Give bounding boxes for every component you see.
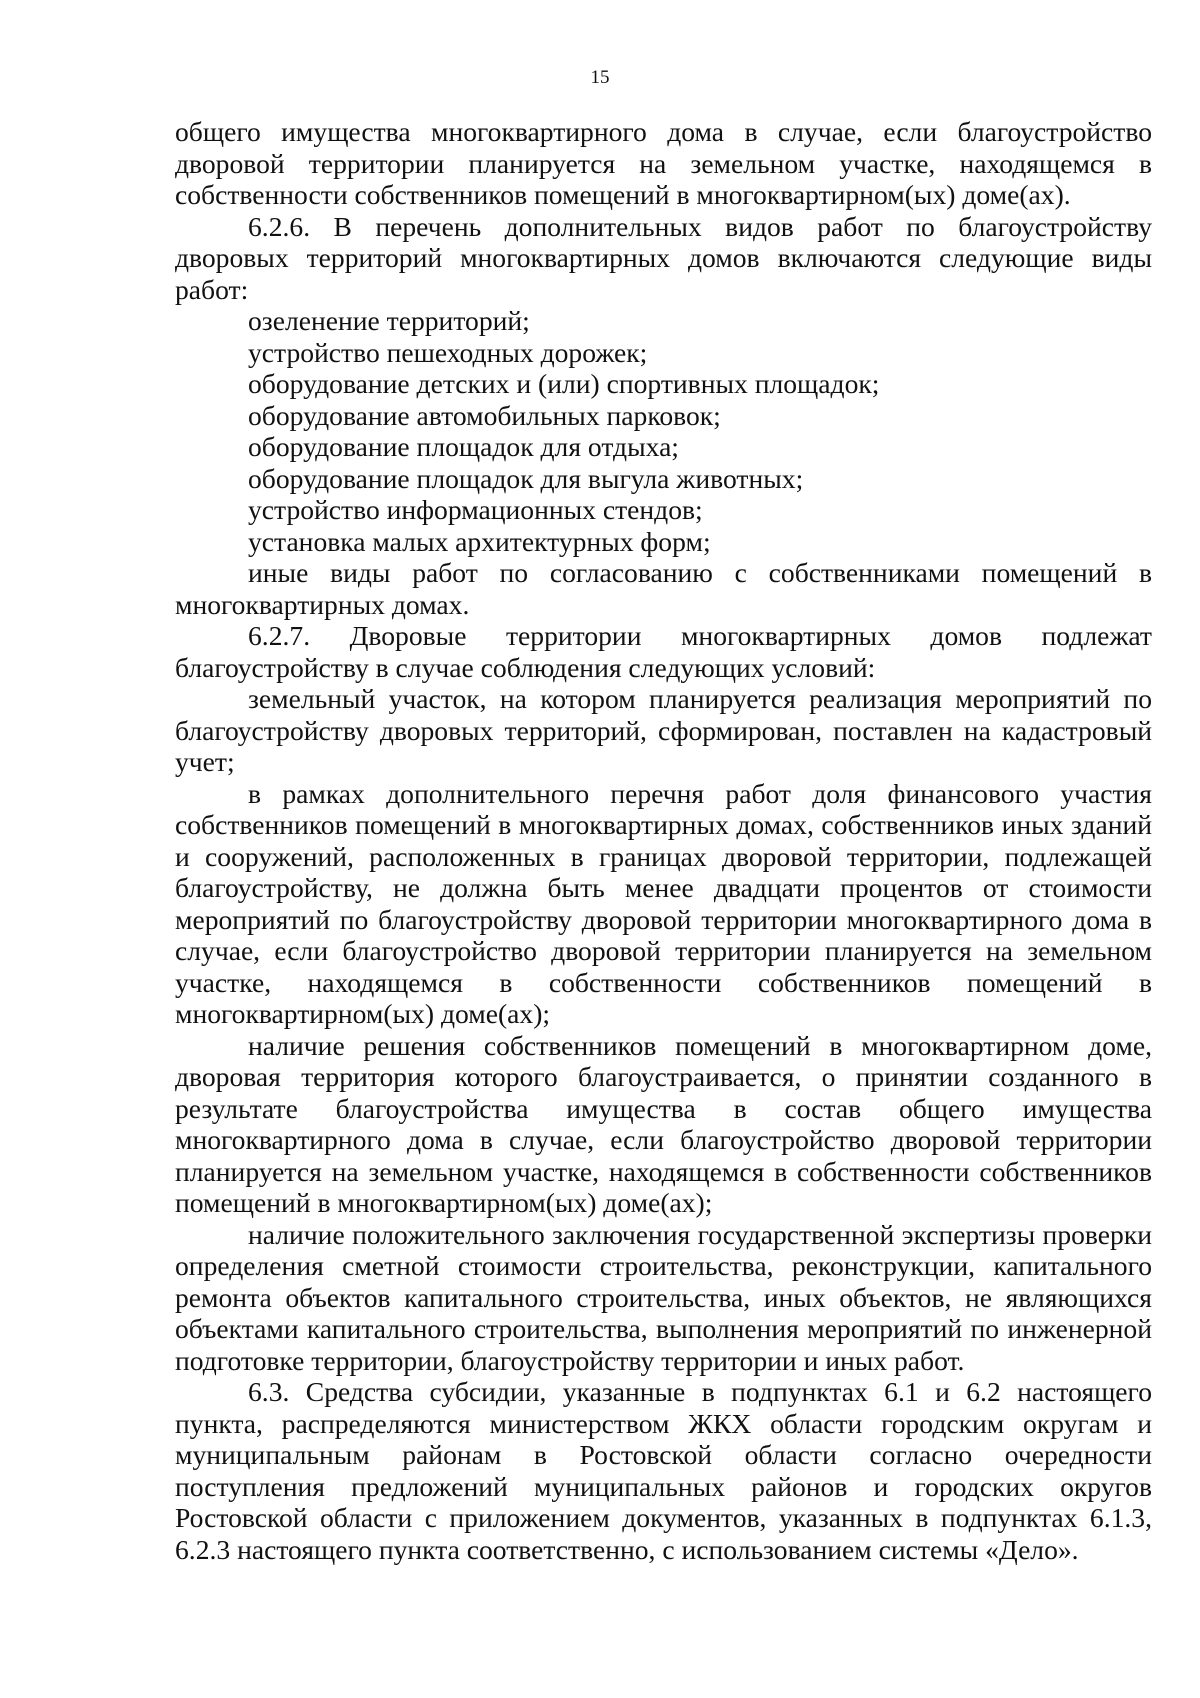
paragraph-6-2-6: 6.2.6. В перечень дополнительных видов работ по благоустройству дворовых территорий многоквартирных домов включаются следующие виды работ:	[175, 210, 1152, 305]
paragraph-continuation: общего имущества многоквартирного дома в случае, если благоустройство дворовой территории планируется на земельном участке, находящемся в собственности собственников помещений в многоквартирном(ых) доме(ах).	[175, 116, 1152, 210]
list-item-landscaping: озеленение территорий;	[248, 305, 530, 336]
list-item-small-architecture: установка малых архитектурных форм;	[248, 525, 711, 557]
condition-expert-review: наличие положительного заключения государственной экспертизы проверки определения сметной стоимости строительства, реконструкции, капитального ремонта объектов капитального строительства, иных объектов, не являющихся объектами капитального строительства, выполнения мероприятий по инженерной подготовке территории, благоустройству территории и иных работ.	[175, 1218, 1152, 1376]
list-item-parking: оборудование автомобильных парковок;	[248, 399, 721, 431]
list-item-playgrounds: оборудование детских и (или) спортивных площадок;	[248, 368, 880, 399]
paragraph-6-2-7: 6.2.7. Дворовые территории многоквартирных домов подлежат благоустройству в случае соблюдения следующих условий:	[175, 620, 1152, 683]
page-number: 15	[590, 67, 610, 88]
paragraph-6-3: 6.3. Средства субсидии, указанные в подпунктах 6.1 и 6.2 настоящего пункта, распределяются министерством ЖКХ области городским округам и муниципальным районам в Ростовской области согласно очередности поступления предложений муниципальных районов и городских округов Ростовской области с приложением документов, указанных в подпунктах 6.1.3, 6.2.3 настоящего пункта соответственно, с использованием системы «Дело».	[175, 1376, 1152, 1565]
list-item-info-stands: устройство информационных стендов;	[248, 494, 703, 525]
list-item-other-works: иные виды работ по согласованию с собственниками помещений в многоквартирных домах.	[175, 557, 1152, 620]
document-body	[175, 116, 1152, 1565]
list-item-rest-areas: оборудование площадок для отдыха;	[248, 431, 679, 462]
condition-owners-decision: наличие решения собственников помещений в многоквартирном доме, дворовая территория которого благоустраивается, о принятии созданного в результате благоустройства имущества в состав общего имущества многоквартирного дома в случае, если благоустройство дворовой территории планируется на земельном участке, находящемся в собственности собственников помещений в многоквартирном(ых) доме(ах);	[175, 1029, 1152, 1218]
list-item-dog-walking: оборудование площадок для выгула животных;	[248, 462, 804, 494]
list-item-footpaths: устройство пешеходных дорожек;	[248, 336, 648, 368]
condition-land-plot: земельный участок, на котором планируется реализация мероприятий по благоустройству дворовых территорий, сформирован, поставлен на кадастровый учет;	[175, 683, 1152, 777]
condition-financial-share: в рамках дополнительного перечня работ доля финансового участия собственников помещений в многоквартирных домах, собственников иных зданий и сооружений, расположенных в границах дворовой территории, подлежащей благоустройству, не должна быть менее двадцати процентов от стоимости мероприятий по благоустройству дворовой территории многоквартирного дома в случае, если благоустройство дворовой территории планируется на земельном участке, находящемся в собственности собственников помещений в многоквартирном(ых) доме(ах);	[175, 777, 1152, 1029]
